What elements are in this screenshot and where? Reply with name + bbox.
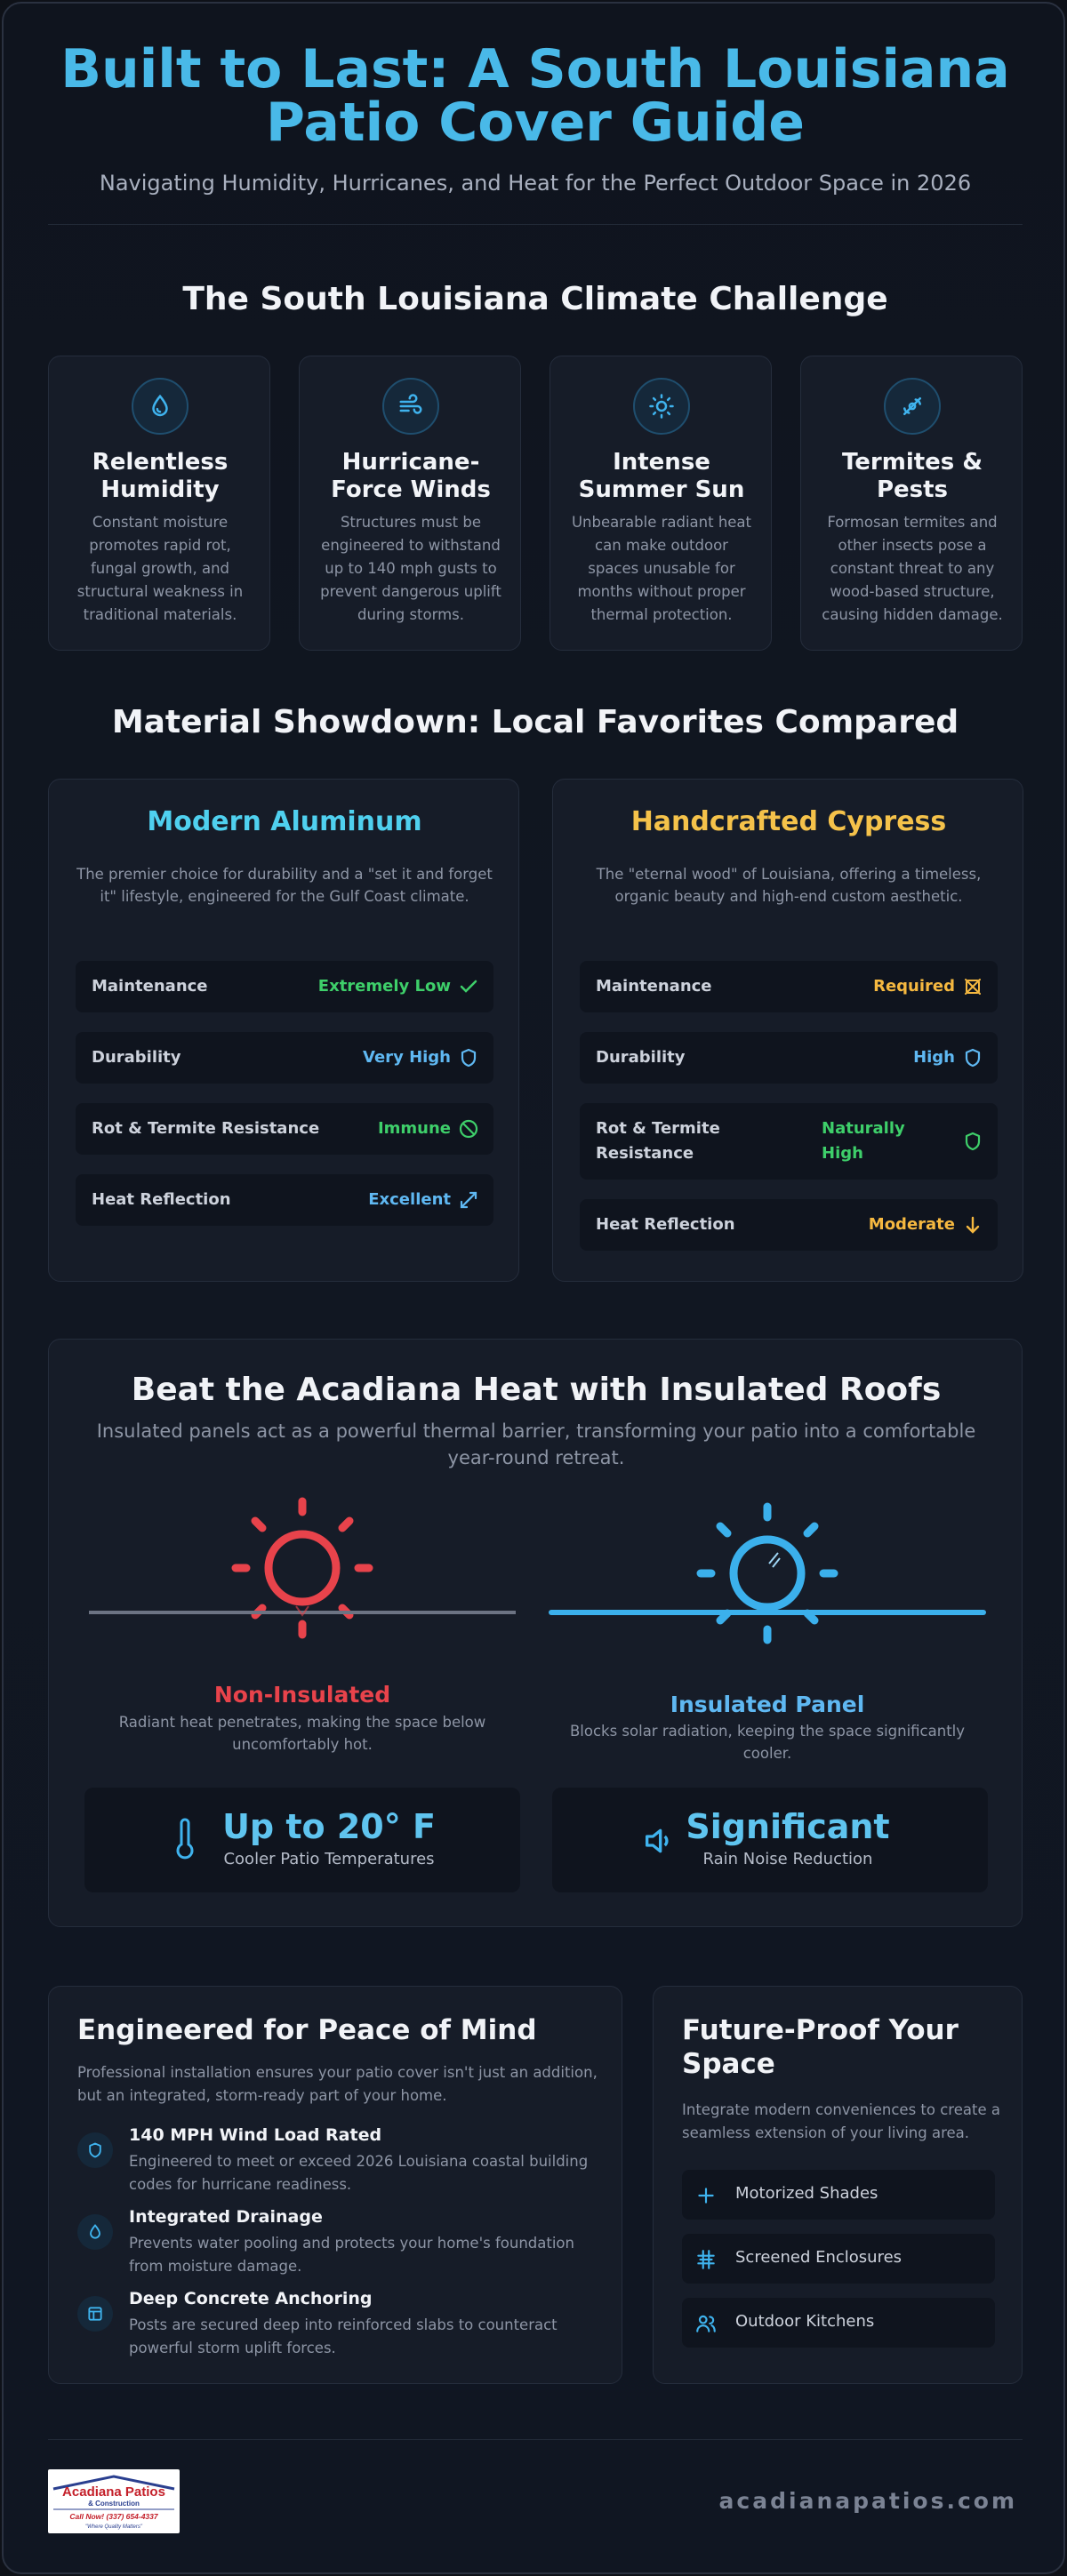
- reflect-icon: [458, 1189, 479, 1211]
- feature-text: Posts are secured deep into reinforced slabs to counteract powerful storm uplift forces.: [129, 2316, 558, 2356]
- check-icon: [458, 976, 479, 997]
- users-icon: [694, 2312, 718, 2335]
- shield-icon: [458, 1047, 479, 1068]
- page-title: Built to Last: A South Louisiana Patio Cover Guide: [60, 38, 1010, 154]
- aluminum-row-durability: Durability Very High: [76, 1032, 493, 1084]
- aluminum-row-maintenance: Maintenance Extremely Low: [76, 961, 493, 1012]
- engineered-desc: Professional installation ensures your patio cover isn't just an addition, but an integrated, storm-ready part of your home.: [77, 2064, 598, 2104]
- climate-card-title: Relentless Humidity: [92, 449, 229, 503]
- climate-card-title: Intense Summer Sun: [578, 449, 745, 503]
- infographic-page: [2, 2, 1065, 2574]
- feature-title: Deep Concrete Anchoring: [129, 2289, 373, 2308]
- insulated-desc: Blocks solar radiation, keeping the space significantly cooler.: [569, 1723, 966, 1762]
- divider: [48, 224, 1023, 225]
- svg-text:Call Now! (337) 654-4337: Call Now! (337) 654-4337: [69, 2512, 158, 2521]
- shield-icon: [77, 2132, 113, 2168]
- ban-icon: [458, 1118, 479, 1140]
- blocked-sun-icon: [701, 1507, 834, 1640]
- tools-icon: [962, 976, 983, 997]
- engineered-section: [48, 1986, 622, 2384]
- climate-section-title: The South Louisiana Climate Challenge: [182, 281, 888, 317]
- cypress-title: Handcrafted Cypress: [630, 806, 947, 837]
- heat-section: [48, 1339, 1023, 1927]
- aluminum-row-heat: Heat Reflection Excellent: [76, 1174, 493, 1226]
- speaker-icon: [641, 1823, 677, 1859]
- cypress-row-maintenance: Maintenance Required: [580, 961, 998, 1012]
- aluminum-card: [48, 779, 519, 1282]
- materials-section-title: Material Showdown: Local Favorites Compared: [111, 704, 959, 740]
- insulated-illustration: [547, 1491, 988, 1660]
- future-item-shades: Motorized Shades: [682, 2170, 995, 2220]
- climate-card-text: Unbearable radiant heat can make outdoor spaces unusable for months without proper thermal protection.: [571, 514, 752, 623]
- insulated-label: Insulated Panel: [670, 1692, 865, 1717]
- future-desc: Integrate modern conveniences to create a seamless extension of your living area.: [682, 2101, 1000, 2141]
- plus-icon: [694, 2184, 718, 2207]
- heat-subtitle: Insulated panels act as a powerful thermal barrier, transforming your patio into a comfortable year-round retreat.: [96, 1420, 976, 1468]
- droplet-icon: [132, 378, 189, 435]
- arrow-down-icon: [962, 1214, 983, 1236]
- bug-icon: [884, 378, 941, 435]
- non-insulated-illustration: [84, 1491, 520, 1660]
- climate-card-humidity: [48, 356, 270, 651]
- svg-text:Acadiana Patios: Acadiana Patios: [62, 2484, 165, 2500]
- climate-card-text: Formosan termites and other insects pose a constant threat to any wood-based structure, causing hidden damage.: [822, 514, 1003, 623]
- feature-title: 140 MPH Wind Load Rated: [129, 2125, 382, 2145]
- stat-temperature: Up to 20° F Cooler Patio Temperatures: [84, 1788, 520, 1892]
- climate-card-title: Hurricane-Force Winds: [331, 449, 491, 503]
- layout-icon: [77, 2296, 113, 2332]
- website-link[interactable]: acadianapatios.com: [718, 2488, 1017, 2514]
- droplet-icon: [77, 2214, 113, 2250]
- heat-title: Beat the Acadiana Heat with Insulated Roofs: [131, 1372, 942, 1408]
- climate-card-title: Termites & Pests: [841, 449, 983, 503]
- wind-icon: [382, 378, 439, 435]
- non-insulated-desc: Radiant heat penetrates, making the space below uncomfortably hot.: [118, 1714, 486, 1753]
- future-item-screens: Screened Enclosures: [682, 2234, 995, 2284]
- cypress-row-heat: Heat Reflection Moderate: [580, 1199, 998, 1251]
- non-insulated-label: Non-Insulated: [213, 1682, 391, 1708]
- feature-text: Engineered to meet or exceed 2026 Louisiana coastal building codes for hurricane readiness.: [129, 2153, 589, 2193]
- climate-card-text: Structures must be engineered to withstand up to 140 mph gusts to prevent dangerous uplift during storms.: [320, 514, 501, 623]
- climate-card-winds: [299, 356, 521, 651]
- stat-noise: Significant Rain Noise Reduction: [552, 1788, 988, 1892]
- feature-title: Integrated Drainage: [129, 2207, 323, 2227]
- climate-card-pests: [800, 356, 1023, 651]
- climate-card-sun: [550, 356, 772, 651]
- shield-outline-icon: [962, 1131, 983, 1152]
- company-logo: [48, 2469, 180, 2533]
- aluminum-title: Modern Aluminum: [147, 806, 422, 837]
- shield-icon: [962, 1047, 983, 1068]
- screen-icon: [694, 2248, 718, 2271]
- aluminum-desc: The premier choice for durability and a "set it and forget it" lifestyle, engineered for the Gulf Coast climate.: [76, 866, 493, 905]
- engineered-title: Engineered for Peace of Mind: [77, 2014, 537, 2046]
- cypress-row-rot: Rot & Termite Resistance Naturally High: [580, 1103, 998, 1180]
- future-title: Future-Proof Your Space: [682, 2014, 959, 2080]
- sun-icon: [633, 378, 690, 435]
- thermometer-icon: [172, 1818, 198, 1862]
- cypress-row-durability: Durability High: [580, 1032, 998, 1084]
- future-item-kitchens: Outdoor Kitchens: [682, 2298, 995, 2348]
- svg-text:"Where Quality Matters": "Where Quality Matters": [85, 2524, 142, 2530]
- future-section: [653, 1986, 1023, 2384]
- svg-text:& Construction: & Construction: [88, 2500, 140, 2508]
- page-subtitle: Navigating Humidity, Hurricanes, and Heat for the Perfect Outdoor Space in 2026: [99, 171, 972, 196]
- climate-card-text: Constant moisture promotes rapid rot, fungal growth, and structural weakness in traditional materials.: [76, 514, 244, 623]
- footer-divider: [48, 2439, 1023, 2440]
- cypress-desc: The "eternal wood" of Louisiana, offering a timeless, organic beauty and high-end custom aesthetic.: [596, 866, 982, 905]
- feature-text: Prevents water pooling and protects your home's foundation from moisture damage.: [129, 2235, 574, 2275]
- cypress-card: [552, 779, 1023, 1282]
- aluminum-row-rot: Rot & Termite Resistance Immune: [76, 1103, 493, 1155]
